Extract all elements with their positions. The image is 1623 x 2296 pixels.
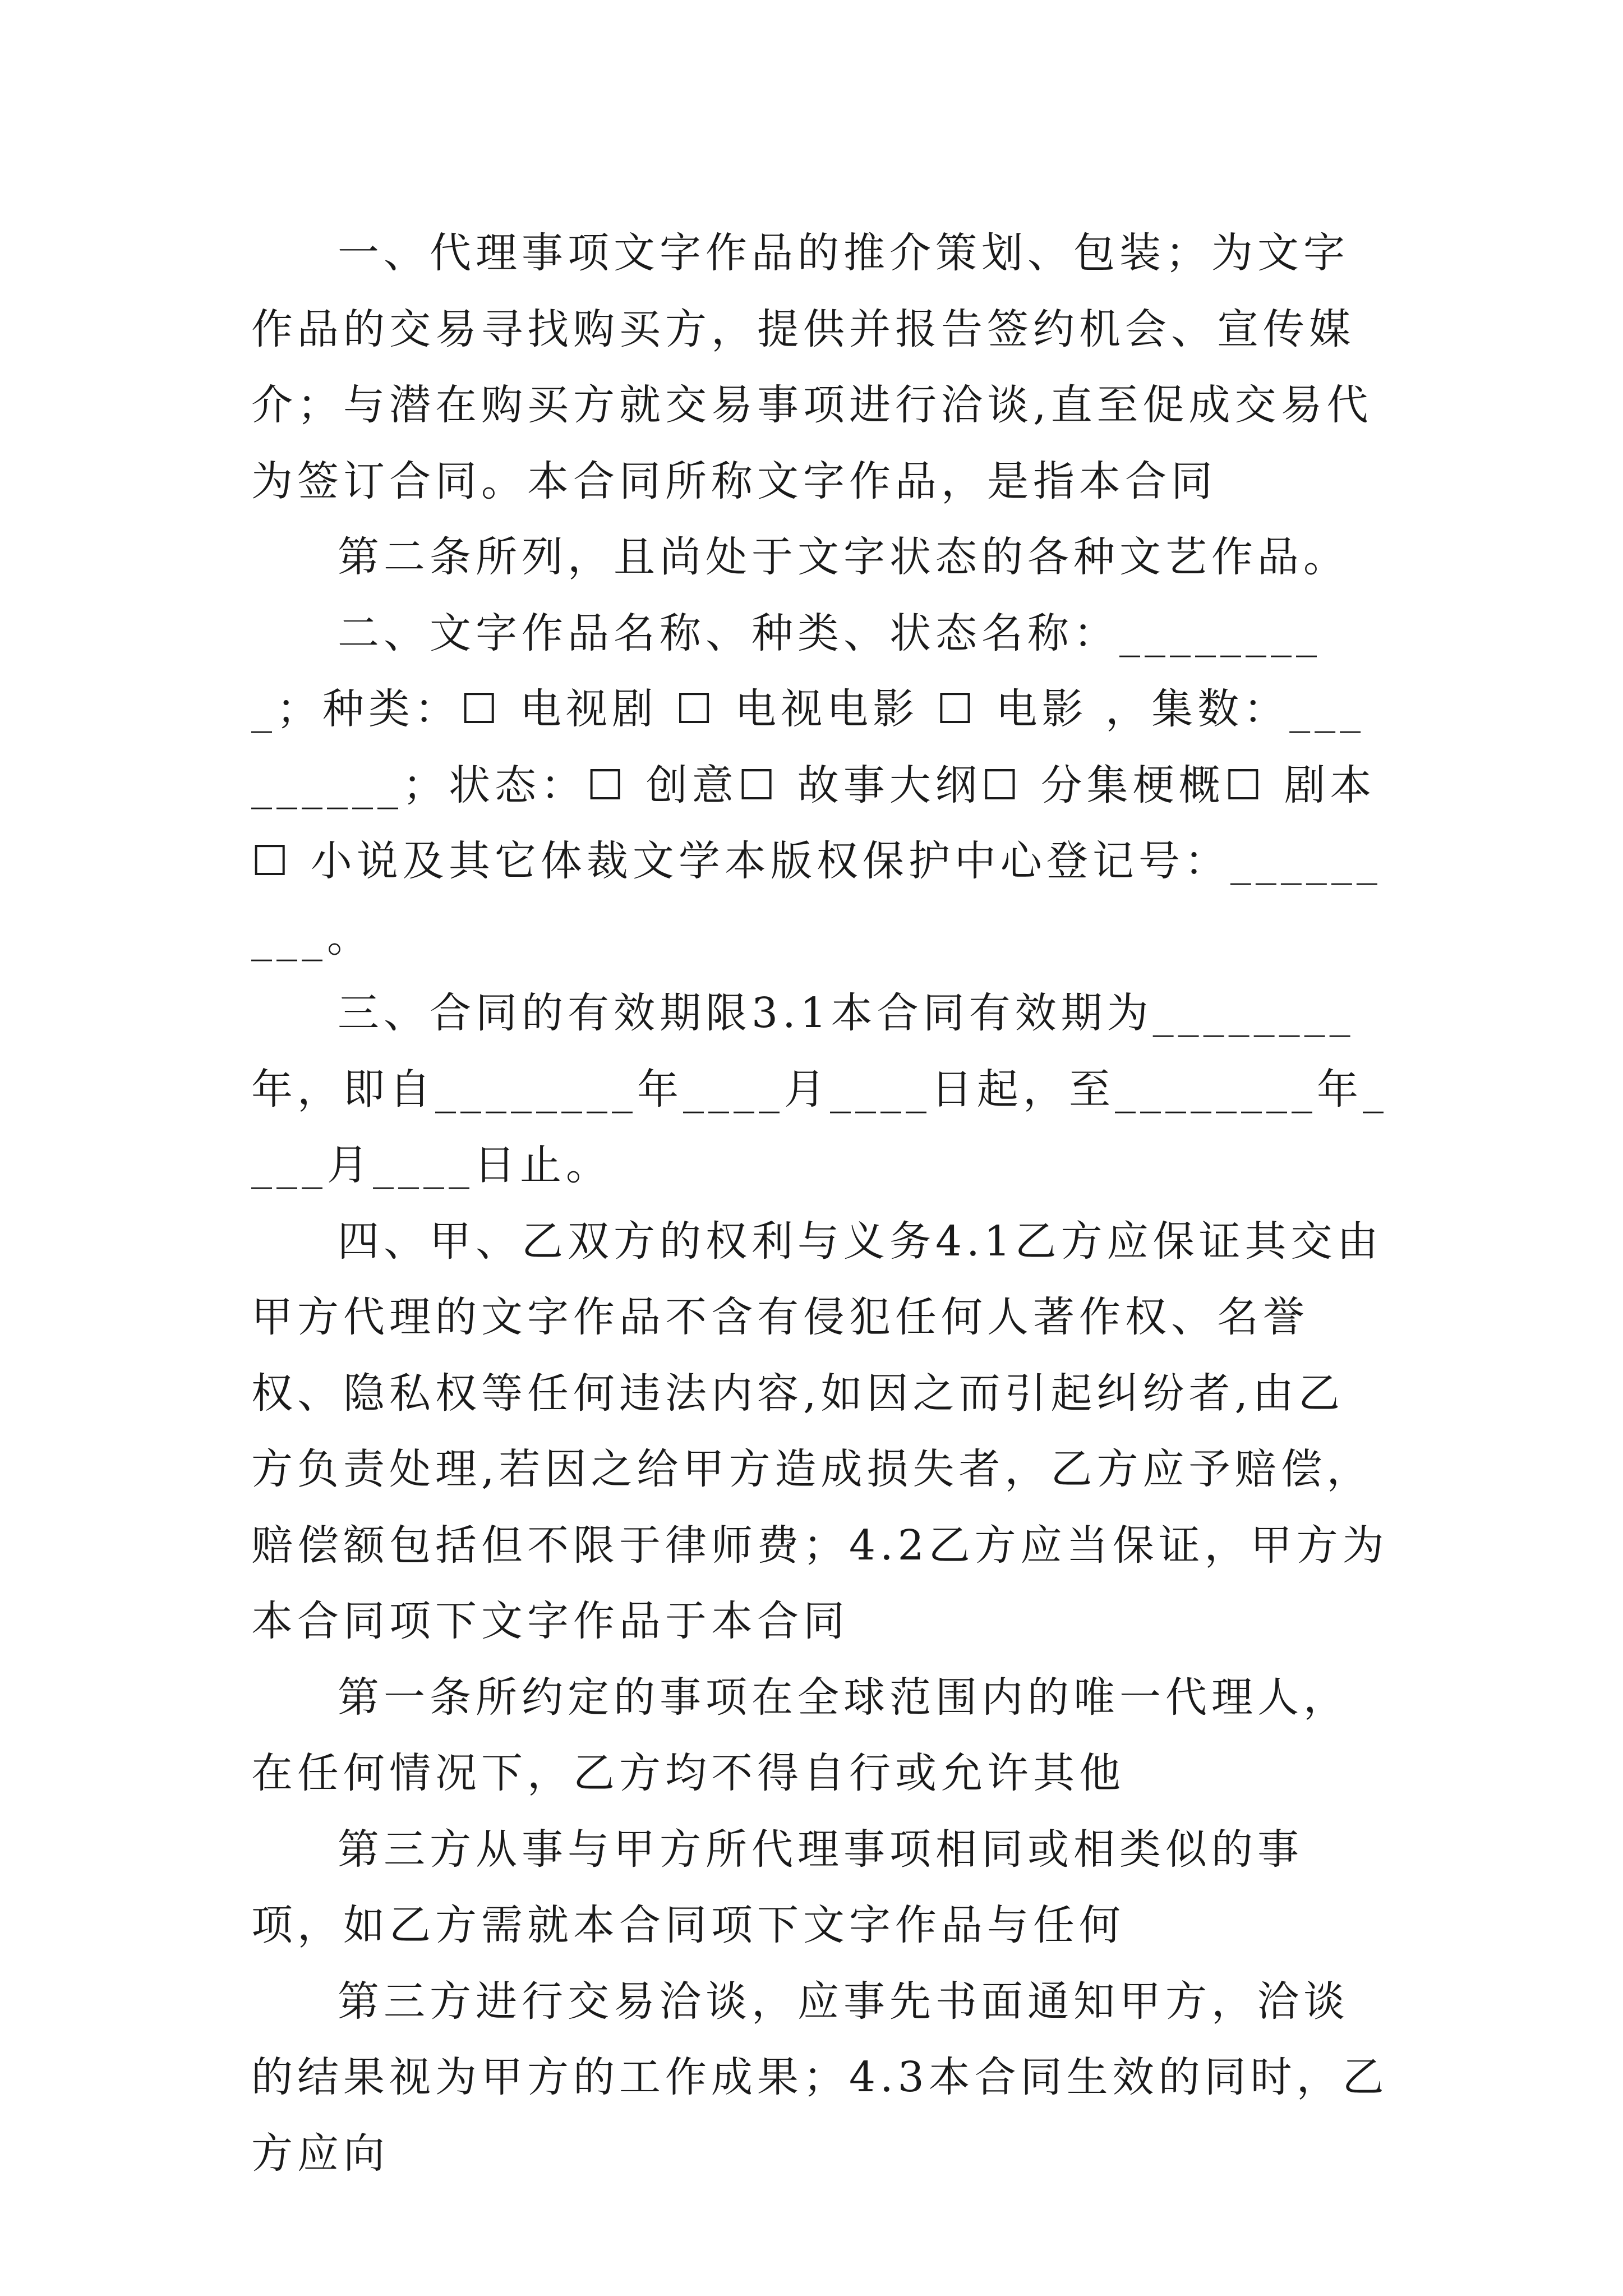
document-body (251, 215, 1390, 2192)
paragraph-work-name-type-status: 二、文字作品名称、种类、状态名称：_________；种类：☐ 电视剧 ☐ 电视电影 ☐ 电影 ，集数：_________；状态：☐ 创意☐ 故事大纲☐ 分集梗概☐ 剧本☐ 小说及其它体裁文学本版权保护中心登记号：_________。 (251, 609, 1382, 961)
paragraph-third-party-negotiation: 第三方进行交易洽谈，应事先书面通知甲方，洽谈的结果视为甲方的工作成果；4.3本合同生效的同时，乙方应向 (251, 1977, 1389, 2178)
paragraph-rights-obligations: 四、甲、乙双方的权利与义务4.1乙方应保证其交由甲方代理的文字作品不含有侵犯任何人著作权、名誉权、隐私权等任何违法内容,如因之而引起纠纷者,由乙方负责处理,若因之给甲方造成损失者，乙方应予赔偿，赔偿额包括但不限于律师费；4.2乙方应当保证，甲方为本合同项下文字作品于本合同 (251, 1217, 1389, 1645)
paragraph-third-party-matters: 第三方从事与甲方所代理事项相同或相类似的事项，如乙方需就本合同项下文字作品与任何 (251, 1825, 1303, 1949)
paragraph-article-two: 第二条所列，且尚处于文字状态的各种文艺作品。 (338, 533, 1349, 581)
paragraph-contract-term: 三、合同的有效期限3.1本合同有效期为________年，即自________年____月____日起，至________年____月____日止。 (251, 989, 1388, 1189)
paragraph-article-one-agent: 第一条所约定的事项在全球范围内的唯一代理人，在任何情况下，乙方均不得自行或允许其他 (251, 1673, 1349, 1797)
paragraph-agency-matters: 一、代理事项文字作品的推介策划、包装；为文字作品的交易寻找购买方，提供并报告签约机会、宣传媒介；与潜在购买方就交易事项进行洽谈,直至促成交易代为签订合同。本合同所称文字作品，是指本合同 (251, 229, 1373, 505)
